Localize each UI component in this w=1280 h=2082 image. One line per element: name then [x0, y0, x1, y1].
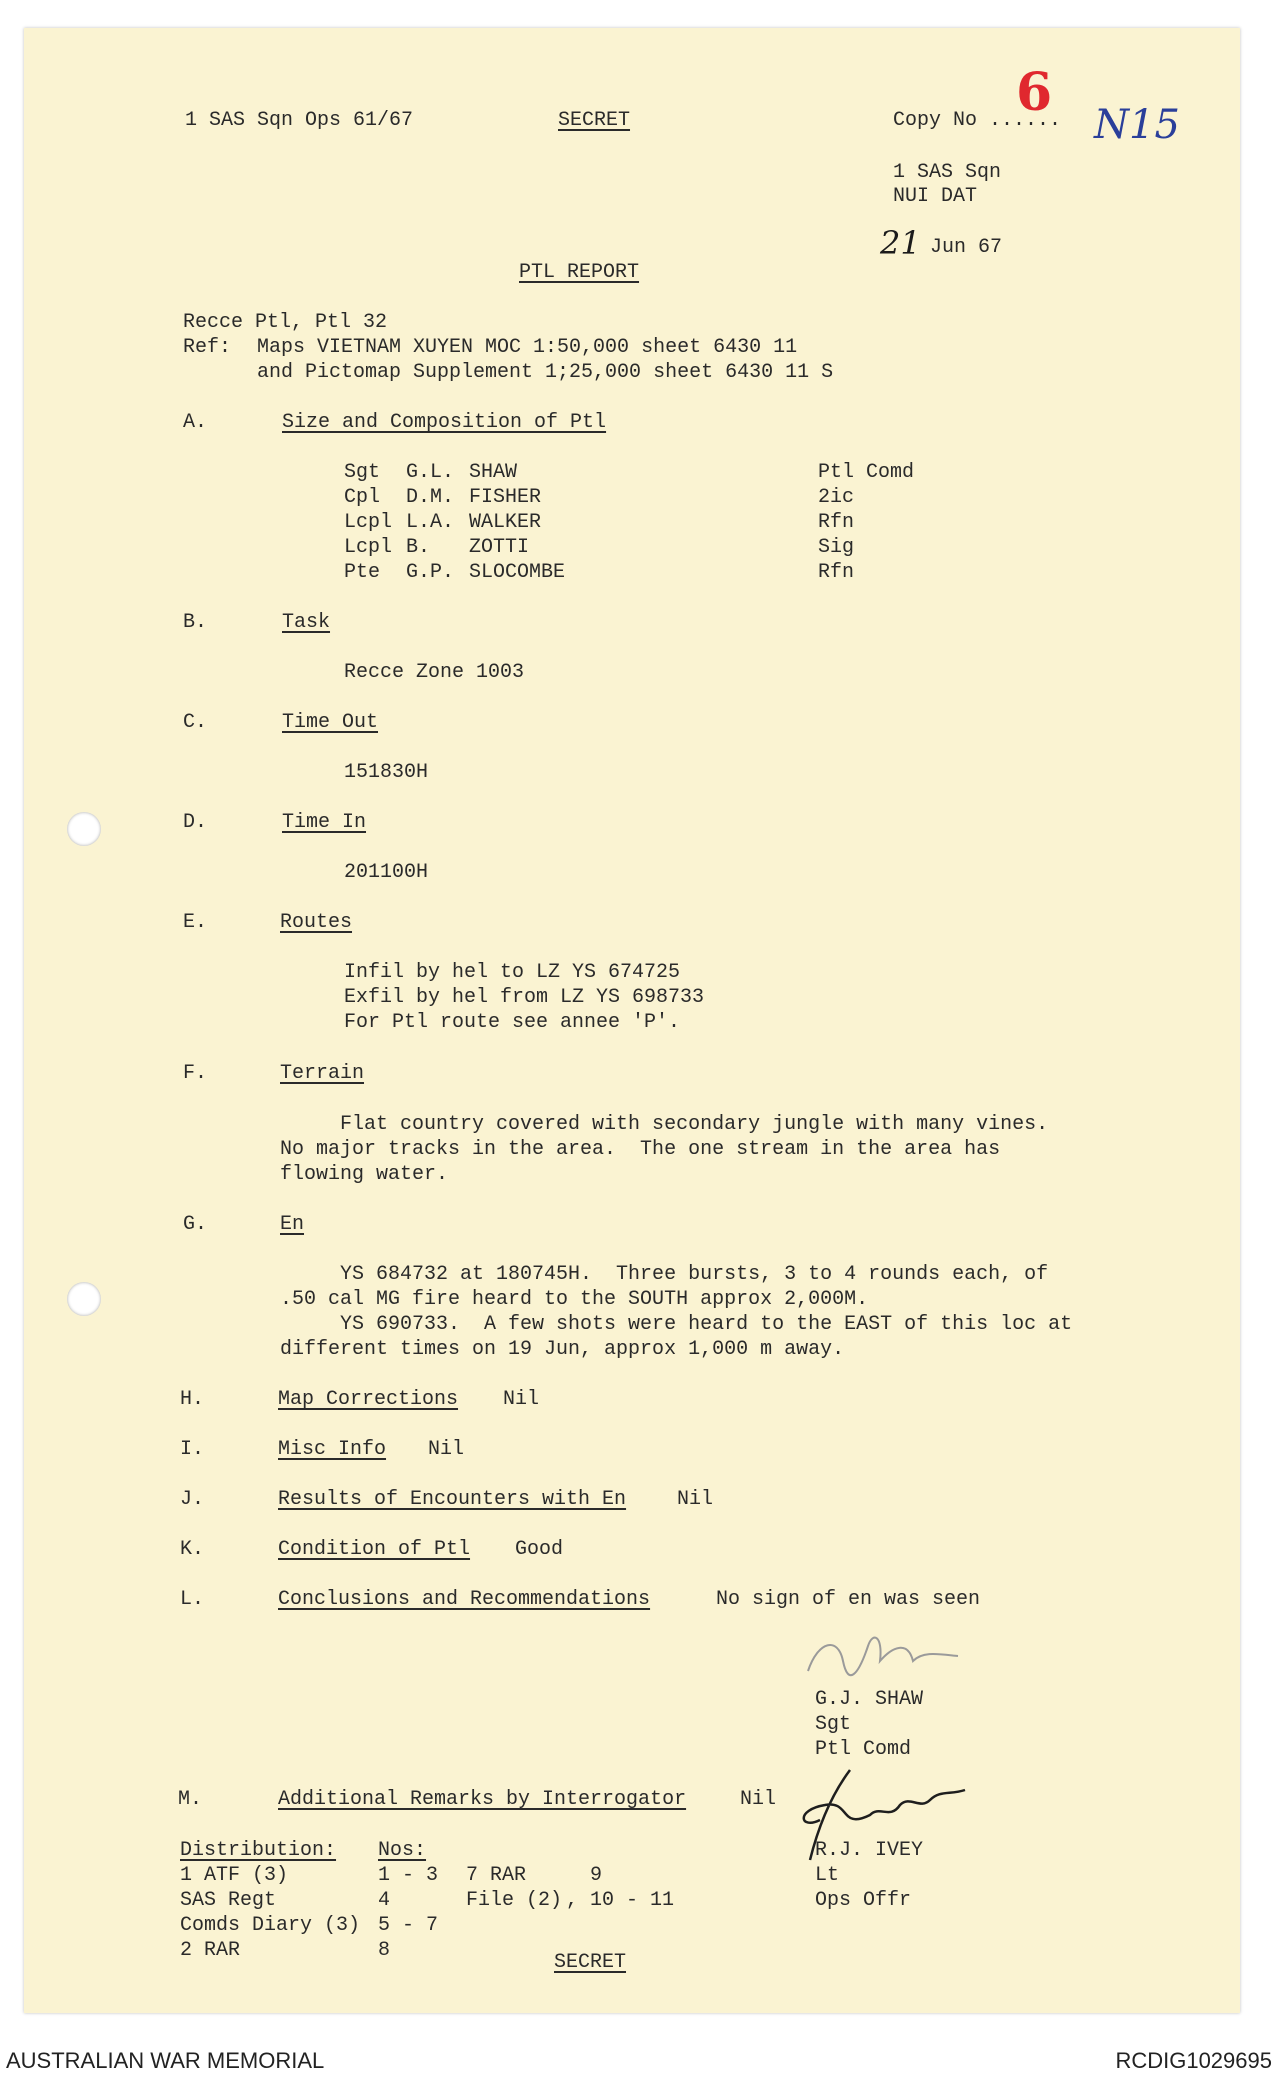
- signatory-role: Ops Offr: [815, 1889, 912, 1912]
- distribution-nos: 8: [378, 1939, 391, 1962]
- section-body-line: YS 684732 at 180745H. Three bursts, 3 to 4 rounds each, of: [280, 1263, 1049, 1286]
- patrol-designation: Recce Ptl, Ptl 32: [183, 311, 388, 334]
- roster-initials: G.P.: [406, 561, 455, 584]
- roster-initials: L.A.: [406, 511, 455, 534]
- section-body: 151830H: [344, 761, 429, 784]
- distribution-recipient: 1 ATF (3): [180, 1864, 289, 1887]
- roster-name: ZOTTI: [469, 536, 530, 559]
- roster-role: 2ic: [818, 486, 855, 509]
- section-body: Recce Zone 1003: [344, 661, 525, 684]
- classification-top: SECRET: [558, 109, 631, 132]
- section-body-line: Infil by hel to LZ YS 674725: [344, 961, 681, 984]
- roster-rank: Pte: [344, 561, 381, 584]
- date-day: 21: [880, 224, 921, 262]
- punch-hole: [67, 812, 101, 846]
- section-heading: Time Out: [282, 711, 379, 734]
- classification-bottom: SECRET: [554, 1951, 627, 1974]
- roster-name: SHAW: [469, 461, 518, 484]
- section-letter: L.: [180, 1588, 205, 1611]
- distribution-nos: 5 - 7: [378, 1914, 439, 1937]
- section-heading: Task: [282, 611, 331, 634]
- signatory-rank: Lt: [815, 1864, 840, 1887]
- section-body-line: flowing water.: [280, 1163, 449, 1186]
- roster-initials: D.M.: [406, 486, 455, 509]
- distribution-recipient: SAS Regt: [180, 1889, 277, 1912]
- signature-shaw: [798, 1626, 968, 1686]
- section-heading: Terrain: [280, 1062, 365, 1085]
- distribution-nos: , 10 - 11: [566, 1889, 675, 1912]
- distribution-nos: 1 - 3: [378, 1864, 439, 1887]
- roster-name: SLOCOMBE: [469, 561, 566, 584]
- roster-rank: Sgt: [344, 461, 381, 484]
- section-letter: F.: [183, 1062, 208, 1085]
- roster-rank: Cpl: [344, 486, 381, 509]
- signatory-rank: Sgt: [815, 1713, 852, 1736]
- roster-rank: Lcpl: [344, 511, 393, 534]
- section-letter: K.: [180, 1538, 205, 1561]
- section-body-line: Exfil by hel from LZ YS 698733: [344, 986, 705, 1009]
- location: NUI DAT: [893, 185, 978, 208]
- section-heading: Conclusions and Recommendations: [278, 1588, 651, 1611]
- map-reference: Maps VIETNAM XUYEN MOC 1:50,000 sheet 6430 11: [257, 336, 798, 359]
- ref-label: Ref:: [183, 336, 232, 359]
- roster-role: Rfn: [818, 511, 855, 534]
- roster-initials: G.L.: [406, 461, 455, 484]
- section-heading: Condition of Ptl: [278, 1538, 471, 1561]
- section-letter: I.: [180, 1438, 205, 1461]
- map-supplement: and Pictomap Supplement 1;25,000 sheet 6430 11 S: [257, 361, 834, 384]
- section-body-line: Flat country covered with secondary jungle with many vines.: [280, 1113, 1049, 1136]
- section-heading: Misc Info: [278, 1438, 387, 1461]
- roster-name: FISHER: [469, 486, 542, 509]
- roster-name: WALKER: [469, 511, 542, 534]
- distribution-recipient: 7 RAR: [466, 1864, 527, 1887]
- copy-no-label: Copy No ......: [893, 109, 1062, 132]
- section-body-line: YS 690733. A few shots were heard to the EAST of this loc at: [280, 1313, 1073, 1336]
- section-heading: Time In: [282, 811, 367, 834]
- document-reference: 1 SAS Sqn Ops 61/67: [185, 109, 414, 132]
- roster-role: Rfn: [818, 561, 855, 584]
- section-heading: Routes: [280, 911, 353, 934]
- section-letter: C.: [183, 711, 208, 734]
- copy-no-value: 6: [1016, 62, 1053, 123]
- section-body-line: For Ptl route see annee 'P'.: [344, 1011, 681, 1034]
- section-value: No sign of en was seen: [716, 1588, 981, 1611]
- nos-label: Nos:: [378, 1839, 427, 1862]
- section-letter: E.: [183, 911, 208, 934]
- handwritten-ref: N15: [1094, 102, 1180, 148]
- distribution-recipient: Comds Diary (3): [180, 1914, 361, 1937]
- section-letter: D.: [183, 811, 208, 834]
- section-body-line: different times on 19 Jun, approx 1,000 m away.: [280, 1338, 845, 1361]
- distribution-recipient: File (2): [466, 1889, 563, 1912]
- section-letter: H.: [180, 1388, 205, 1411]
- archive-id: RCDIG1029695: [1115, 2048, 1272, 2073]
- section-heading: En: [280, 1213, 305, 1236]
- signatory-name: G.J. SHAW: [815, 1688, 924, 1711]
- section-body-line: No major tracks in the area. The one stream in the area has: [280, 1138, 1001, 1161]
- section-letter: B.: [183, 611, 208, 634]
- section-heading: Additional Remarks by Interrogator: [278, 1788, 687, 1811]
- signatory-name: R.J. IVEY: [815, 1839, 924, 1862]
- roster-role: Ptl Comd: [818, 461, 915, 484]
- section-letter: M.: [178, 1788, 203, 1811]
- distribution-label: Distribution:: [180, 1839, 337, 1862]
- report-title: PTL REPORT: [519, 261, 640, 284]
- unit: 1 SAS Sqn: [893, 161, 1002, 184]
- section-body-line: .50 cal MG fire heard to the SOUTH approx 2,000M.: [280, 1288, 869, 1311]
- section-heading: Map Corrections: [278, 1388, 459, 1411]
- roster-role: Sig: [818, 536, 855, 559]
- distribution-nos: 4: [378, 1889, 391, 1912]
- section-body: 201100H: [344, 861, 429, 884]
- section-letter: J.: [180, 1488, 205, 1511]
- section-value: Nil: [740, 1788, 777, 1811]
- section-value: Nil: [677, 1488, 714, 1511]
- date-month-year: Jun 67: [930, 236, 1003, 259]
- roster-initials: B.: [406, 536, 431, 559]
- distribution-recipient: 2 RAR: [180, 1939, 241, 1962]
- distribution-nos: 9: [590, 1864, 603, 1887]
- roster-rank: Lcpl: [344, 536, 393, 559]
- section-letter: G.: [183, 1213, 208, 1236]
- section-letter: A.: [183, 411, 208, 434]
- signatory-role: Ptl Comd: [815, 1738, 912, 1761]
- archive-credit: AUSTRALIAN WAR MEMORIAL: [6, 2048, 325, 2073]
- section-value: Nil: [428, 1438, 465, 1461]
- punch-hole: [67, 1282, 101, 1316]
- section-heading: Size and Composition of Ptl: [282, 411, 607, 434]
- section-value: Good: [515, 1538, 564, 1561]
- section-heading: Results of Encounters with En: [278, 1488, 627, 1511]
- section-value: Nil: [503, 1388, 540, 1411]
